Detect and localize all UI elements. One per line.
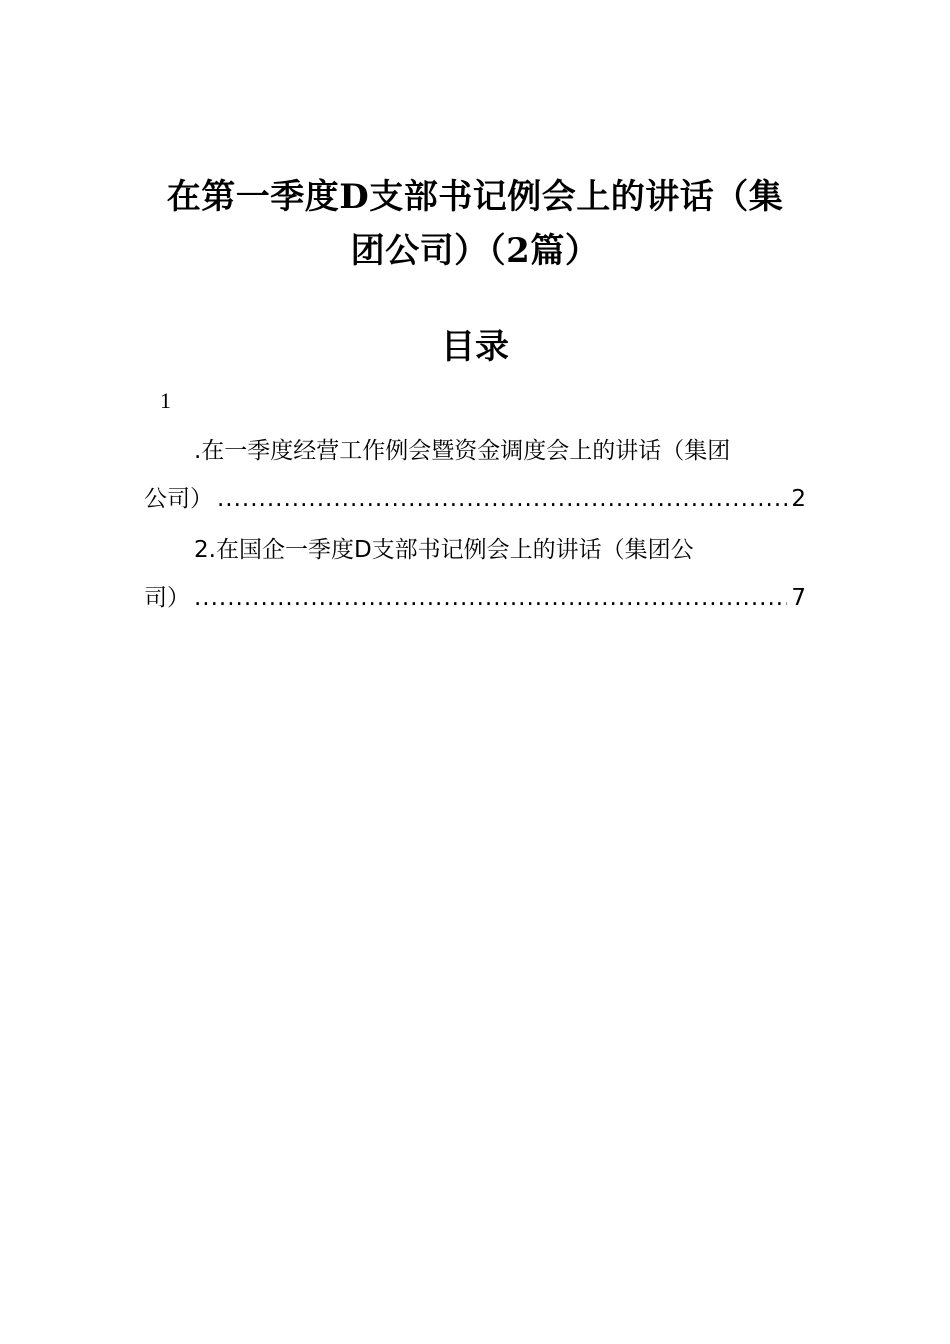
dot-leader bbox=[217, 475, 787, 523]
toc-entry-title: 2.在国企一季度D支部书记例会上的讲话（集团公 bbox=[194, 537, 694, 563]
toc-entry-2[interactable] bbox=[144, 526, 806, 622]
list-number: 1 bbox=[160, 388, 171, 413]
document-title bbox=[140, 170, 810, 278]
toc-entry-title-end: 司） bbox=[144, 585, 190, 611]
toc-page-number: 2 bbox=[791, 486, 806, 512]
toc-page-number: 7 bbox=[791, 585, 806, 611]
document-title-line-1: 在第一季度D支部书记例会上的讲话（集 bbox=[166, 177, 784, 217]
toc-entry-continuation bbox=[144, 574, 806, 622]
toc-entry-1[interactable] bbox=[144, 427, 806, 523]
toc-entry-title-end: 公司） bbox=[144, 486, 213, 512]
toc-entry-continuation bbox=[144, 475, 806, 523]
toc-entry-title: .在一季度经营工作例会暨资金调度会上的讲话（集团 bbox=[194, 438, 731, 464]
toc-heading: 目录 bbox=[441, 327, 509, 367]
document-title-line-2: 团公司）（2篇） bbox=[350, 231, 600, 271]
dot-leader bbox=[194, 574, 787, 622]
